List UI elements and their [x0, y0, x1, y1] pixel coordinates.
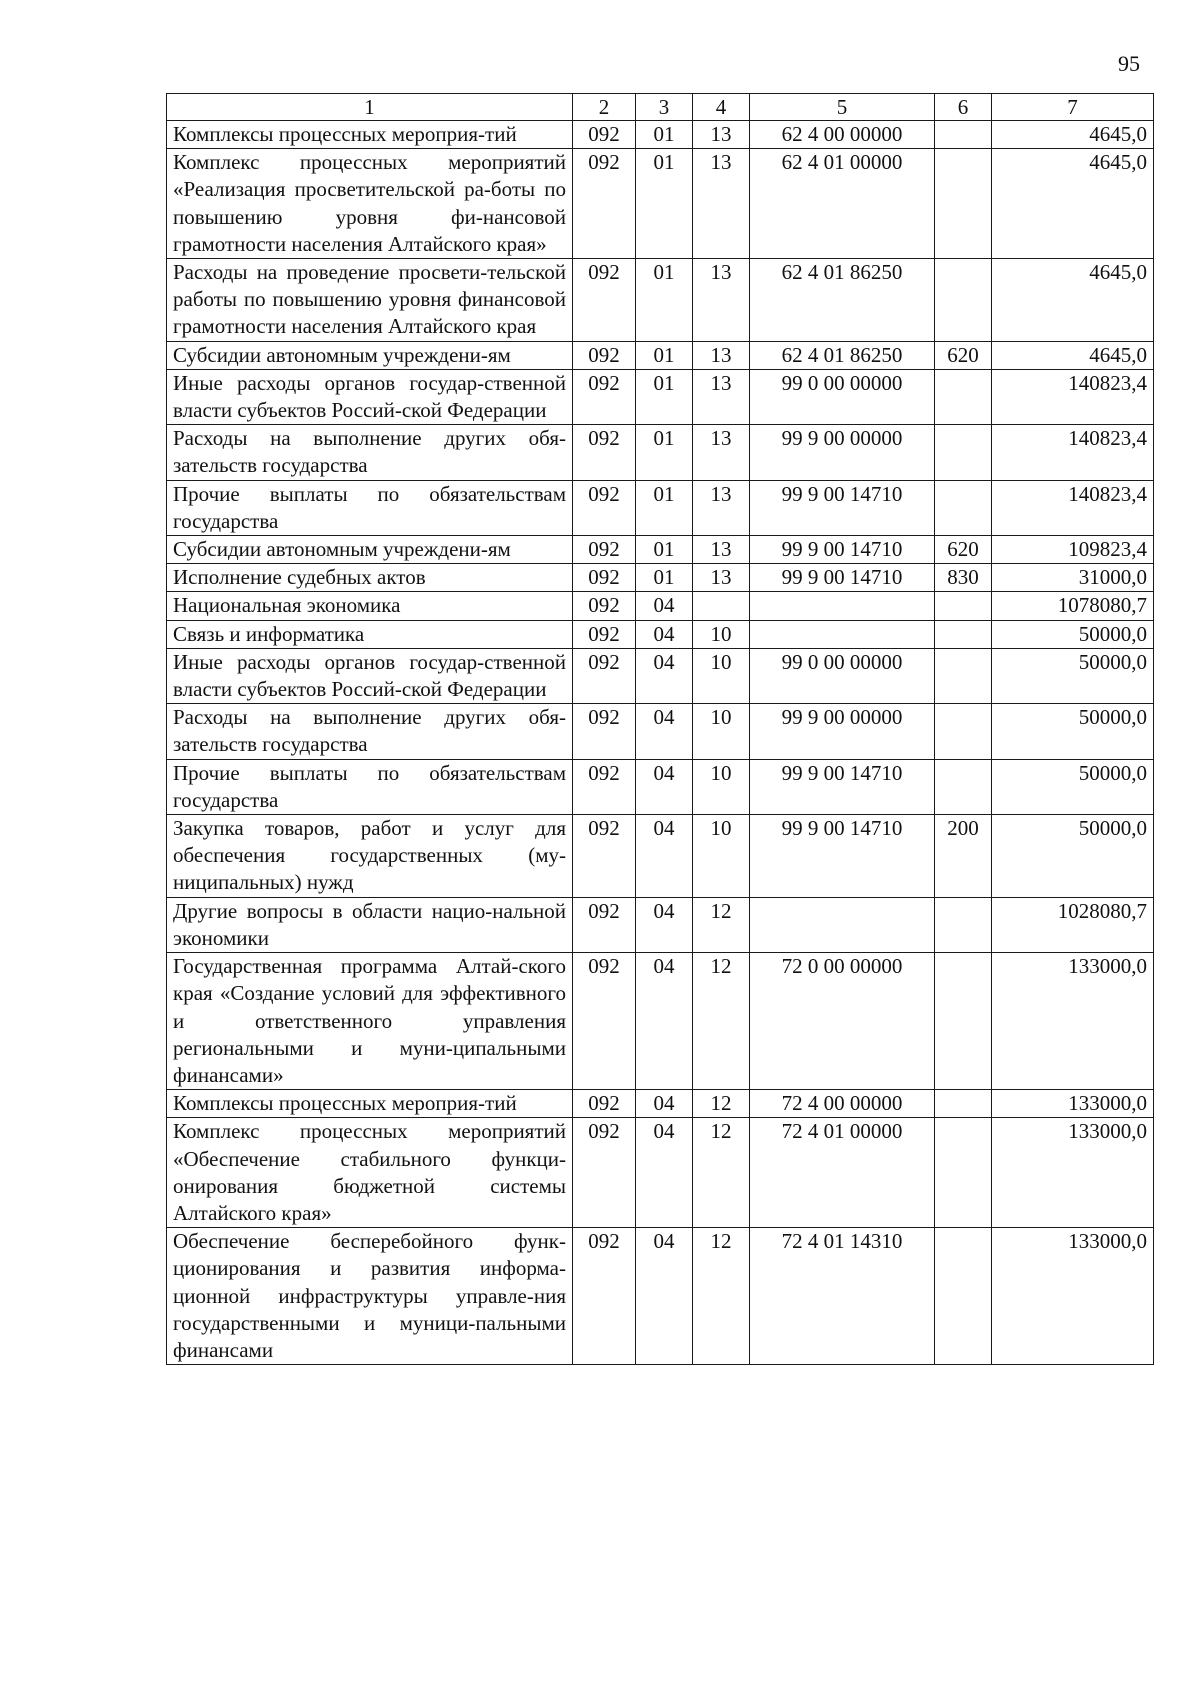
target-code: 72 0 00 00000 [750, 953, 935, 1090]
row-name: Субсидии автономным учреждени-ям [167, 536, 573, 564]
budget-table [166, 93, 1154, 1365]
subsection-code: 12 [693, 1118, 750, 1228]
subsection-code: 13 [693, 564, 750, 592]
target-code: 99 9 00 14710 [750, 480, 935, 535]
subsection-code: 13 [693, 259, 750, 342]
ministry-code: 092 [573, 149, 636, 259]
table-row [167, 341, 1154, 369]
target-code: 99 9 00 00000 [750, 704, 935, 759]
table-row [167, 620, 1154, 648]
amount: 1078080,7 [992, 592, 1154, 620]
section-code: 01 [636, 480, 693, 535]
section-code: 04 [636, 1118, 693, 1228]
section-code: 01 [636, 564, 693, 592]
subsection-code: 12 [693, 897, 750, 952]
amount: 50000,0 [992, 620, 1154, 648]
expense-type-code: 620 [935, 341, 992, 369]
expense-type-code [935, 592, 992, 620]
target-code: 62 4 01 86250 [750, 341, 935, 369]
target-code: 99 0 00 00000 [750, 648, 935, 703]
amount: 1028080,7 [992, 897, 1154, 952]
ministry-code: 092 [573, 648, 636, 703]
amount: 50000,0 [992, 704, 1154, 759]
ministry-code: 092 [573, 536, 636, 564]
row-name: Другие вопросы в области нацио-нальной экономики [167, 897, 573, 952]
section-code: 01 [636, 425, 693, 480]
section-code: 04 [636, 704, 693, 759]
amount: 133000,0 [992, 1118, 1154, 1228]
expense-type-code [935, 149, 992, 259]
header-cell-5: 5 [750, 94, 935, 121]
table-row [167, 259, 1154, 342]
subsection-code: 10 [693, 704, 750, 759]
row-name: Прочие выплаты по обязательствам государства [167, 480, 573, 535]
table-row [167, 369, 1154, 424]
table-row [167, 536, 1154, 564]
target-code: 99 9 00 14710 [750, 564, 935, 592]
subsection-code [693, 592, 750, 620]
section-code: 04 [636, 592, 693, 620]
ministry-code: 092 [573, 704, 636, 759]
ministry-code: 092 [573, 259, 636, 342]
amount: 4645,0 [992, 149, 1154, 259]
target-code [750, 897, 935, 952]
section-code: 04 [636, 620, 693, 648]
target-code: 99 9 00 14710 [750, 815, 935, 898]
target-code: 99 9 00 00000 [750, 425, 935, 480]
subsection-code: 12 [693, 1228, 750, 1365]
header-cell-6: 6 [935, 94, 992, 121]
ministry-code: 092 [573, 620, 636, 648]
ministry-code: 092 [573, 121, 636, 149]
table-row [167, 121, 1154, 149]
target-code: 99 0 00 00000 [750, 369, 935, 424]
amount: 50000,0 [992, 759, 1154, 814]
ministry-code: 092 [573, 369, 636, 424]
table-row [167, 592, 1154, 620]
row-name: Расходы на проведение просвети-тельской работы по повышению уровня финансовой грамотности населения Алтайского края [167, 259, 573, 342]
ministry-code: 092 [573, 815, 636, 898]
table-row [167, 1118, 1154, 1228]
target-code [750, 592, 935, 620]
expense-type-code [935, 620, 992, 648]
target-code: 62 4 00 00000 [750, 121, 935, 149]
section-code: 04 [636, 815, 693, 898]
amount: 133000,0 [992, 1228, 1154, 1365]
expense-type-code: 200 [935, 815, 992, 898]
row-name: Государственная программа Алтай-ского края «Создание условий для эффективного и ответственного управления региональными и муни-ципальными финансами» [167, 953, 573, 1090]
row-name: Национальная экономика [167, 592, 573, 620]
amount: 109823,4 [992, 536, 1154, 564]
section-code: 01 [636, 259, 693, 342]
expense-type-code: 830 [935, 564, 992, 592]
section-code: 01 [636, 341, 693, 369]
ministry-code: 092 [573, 1118, 636, 1228]
row-name: Связь и информатика [167, 620, 573, 648]
table-row [167, 1090, 1154, 1118]
row-name: Закупка товаров, работ и услуг для обеспечения государственных (му-ниципальных) нужд [167, 815, 573, 898]
row-name: Обеспечение бесперебойного функ-ционирования и развития информа-ционной инфраструктуры управле-ния государственными и муници-пальными финансами [167, 1228, 573, 1365]
ministry-code: 092 [573, 759, 636, 814]
header-cell-4: 4 [693, 94, 750, 121]
target-code: 62 4 01 86250 [750, 259, 935, 342]
header-cell-1: 1 [167, 94, 573, 121]
table-row [167, 815, 1154, 898]
expense-type-code [935, 1118, 992, 1228]
amount: 133000,0 [992, 1090, 1154, 1118]
ministry-code: 092 [573, 897, 636, 952]
table-row [167, 425, 1154, 480]
expense-type-code [935, 648, 992, 703]
section-code: 04 [636, 648, 693, 703]
header-row [167, 94, 1154, 121]
subsection-code: 13 [693, 480, 750, 535]
target-code: 99 9 00 14710 [750, 536, 935, 564]
row-name: Иные расходы органов государ-ственной власти субъектов Россий-ской Федерации [167, 369, 573, 424]
row-name: Субсидии автономным учреждени-ям [167, 341, 573, 369]
ministry-code: 092 [573, 1228, 636, 1365]
section-code: 04 [636, 1090, 693, 1118]
row-name: Иные расходы органов государ-ственной власти субъектов Россий-ской Федерации [167, 648, 573, 703]
subsection-code: 12 [693, 1090, 750, 1118]
subsection-code: 13 [693, 425, 750, 480]
row-name: Комплексы процессных мероприя-тий [167, 1090, 573, 1118]
table-row [167, 953, 1154, 1090]
ministry-code: 092 [573, 1090, 636, 1118]
amount: 50000,0 [992, 648, 1154, 703]
amount: 140823,4 [992, 369, 1154, 424]
table-row [167, 704, 1154, 759]
ministry-code: 092 [573, 341, 636, 369]
amount: 133000,0 [992, 953, 1154, 1090]
row-name: Расходы на выполнение других обя-зательств государства [167, 425, 573, 480]
table-row [167, 897, 1154, 952]
expense-type-code [935, 369, 992, 424]
subsection-code: 10 [693, 759, 750, 814]
amount: 140823,4 [992, 425, 1154, 480]
expense-type-code [935, 259, 992, 342]
subsection-code: 10 [693, 620, 750, 648]
header-cell-7: 7 [992, 94, 1154, 121]
expense-type-code [935, 425, 992, 480]
subsection-code: 10 [693, 815, 750, 898]
table-row [167, 149, 1154, 259]
table-row [167, 564, 1154, 592]
subsection-code: 13 [693, 341, 750, 369]
expense-type-code: 620 [935, 536, 992, 564]
ministry-code: 092 [573, 953, 636, 1090]
section-code: 01 [636, 149, 693, 259]
target-code: 72 4 01 14310 [750, 1228, 935, 1365]
target-code: 62 4 01 00000 [750, 149, 935, 259]
section-code: 01 [636, 536, 693, 564]
amount: 4645,0 [992, 121, 1154, 149]
amount: 140823,4 [992, 480, 1154, 535]
amount: 31000,0 [992, 564, 1154, 592]
row-name: Прочие выплаты по обязательствам государства [167, 759, 573, 814]
target-code: 72 4 00 00000 [750, 1090, 935, 1118]
target-code [750, 620, 935, 648]
expense-type-code [935, 1090, 992, 1118]
table-row [167, 759, 1154, 814]
header-cell-2: 2 [573, 94, 636, 121]
ministry-code: 092 [573, 425, 636, 480]
amount: 4645,0 [992, 259, 1154, 342]
subsection-code: 13 [693, 369, 750, 424]
table-header [167, 94, 1154, 121]
ministry-code: 092 [573, 564, 636, 592]
table-row [167, 648, 1154, 703]
table-row [167, 480, 1154, 535]
header-cell-3: 3 [636, 94, 693, 121]
table-row [167, 1228, 1154, 1365]
expense-type-code [935, 704, 992, 759]
table-body [167, 121, 1154, 1365]
section-code: 04 [636, 1228, 693, 1365]
target-code: 72 4 01 00000 [750, 1118, 935, 1228]
section-code: 01 [636, 121, 693, 149]
expense-type-code [935, 759, 992, 814]
section-code: 01 [636, 369, 693, 424]
section-code: 04 [636, 953, 693, 1090]
amount: 4645,0 [992, 341, 1154, 369]
subsection-code: 13 [693, 149, 750, 259]
expense-type-code [935, 121, 992, 149]
expense-type-code [935, 953, 992, 1090]
target-code: 99 9 00 14710 [750, 759, 935, 814]
amount: 50000,0 [992, 815, 1154, 898]
row-name: Комплексы процессных мероприя-тий [167, 121, 573, 149]
subsection-code: 13 [693, 121, 750, 149]
row-name: Расходы на выполнение других обя-зательств государства [167, 704, 573, 759]
subsection-code: 12 [693, 953, 750, 1090]
expense-type-code [935, 897, 992, 952]
row-name: Исполнение судебных актов [167, 564, 573, 592]
subsection-code: 10 [693, 648, 750, 703]
expense-type-code [935, 1228, 992, 1365]
section-code: 04 [636, 897, 693, 952]
ministry-code: 092 [573, 480, 636, 535]
row-name: Комплекс процессных мероприятий «Обеспечение стабильного функци-онирования бюджетной системы Алтайского края» [167, 1118, 573, 1228]
subsection-code: 13 [693, 536, 750, 564]
ministry-code: 092 [573, 592, 636, 620]
page-number: 95 [1118, 51, 1140, 76]
expense-type-code [935, 480, 992, 535]
section-code: 04 [636, 759, 693, 814]
row-name: Комплекс процессных мероприятий «Реализация просветительской ра-боты по повышению уровня фи-нансовой грамотности населения Алтайского края» [167, 149, 573, 259]
